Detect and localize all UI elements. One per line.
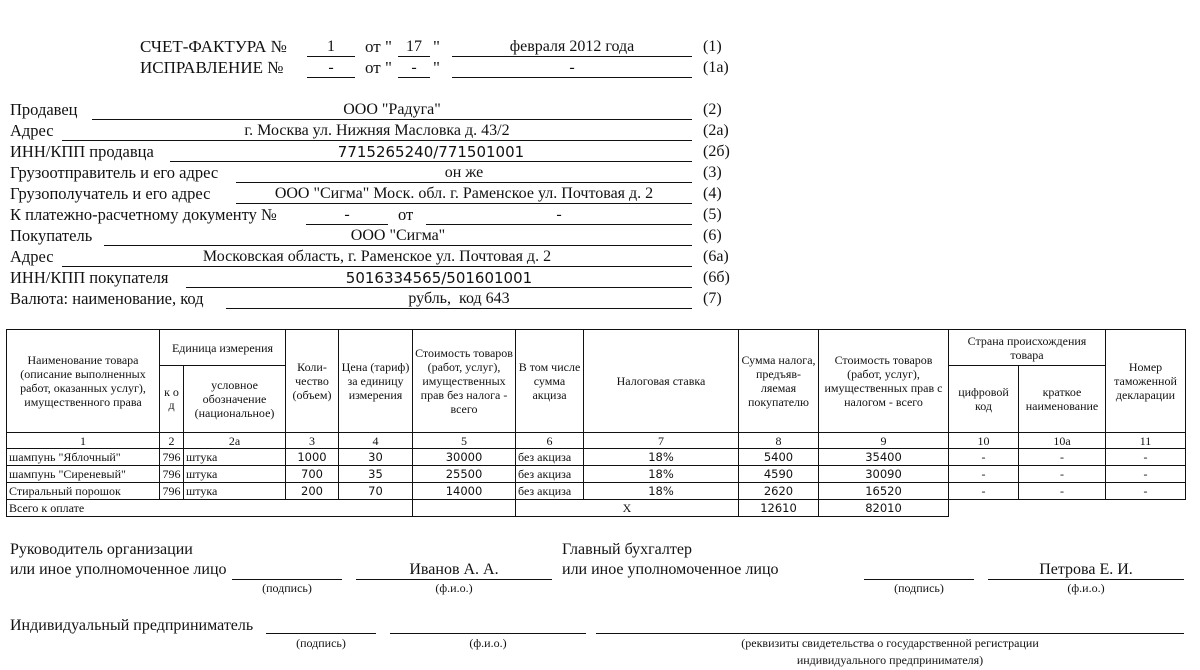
seller-inn-label: ИНН/КПП продавца	[10, 142, 154, 161]
col-number: 2а	[184, 433, 286, 449]
col-number: 8	[739, 433, 819, 449]
ie-sign-caption: (подпись)	[296, 636, 346, 650]
chief-signature-line	[864, 560, 974, 580]
code-2: (2)	[703, 101, 722, 118]
header-unit: Единица измерения	[160, 330, 286, 366]
ie-registration-caption-2: индивидуального предпринимателя)	[796, 653, 984, 667]
item-unit-name: штука	[184, 466, 286, 483]
seller-address-label: Адрес	[10, 121, 54, 140]
item-name: шампунь "Сиреневый"	[7, 466, 160, 483]
col-number: 4	[339, 433, 413, 449]
header-name: Наименование товара (описание выполненных работ, оказанных услуг), имущественного права	[7, 330, 160, 433]
item-customs: -	[1106, 449, 1186, 466]
head-label-line2: или иное уполномоченное лицо	[10, 561, 227, 578]
col-number: 10	[949, 433, 1019, 449]
item-tax-rate: 18%	[584, 449, 739, 466]
currency-value	[226, 289, 692, 309]
item-unit-name: штука	[184, 449, 286, 466]
correction-from-label: от "	[365, 58, 392, 77]
total-cost: 82010	[819, 500, 949, 517]
total-tax-sum: 12610	[739, 500, 819, 517]
header-qty: Коли-чество (объем)	[286, 330, 339, 433]
buyer-label: Покупатель	[10, 226, 93, 245]
chief-fio-caption: (ф.и.о.)	[1067, 581, 1105, 595]
total-label: Всего к оплате	[7, 500, 413, 517]
item-tax-sum: 2620	[739, 483, 819, 500]
total-row	[7, 500, 1186, 517]
code-7: (7)	[703, 290, 722, 307]
chief-label-line2: или иное уполномоченное лицо	[562, 561, 779, 578]
ie-label: Индивидуальный предприниматель	[10, 617, 254, 634]
buyer-inn-label: ИНН/КПП покупателя	[10, 268, 169, 287]
invoice-quote: "	[433, 37, 440, 56]
header-tax-rate: Налоговая ставка	[584, 330, 739, 433]
invoice-table	[6, 329, 1186, 517]
header-country-name: краткое наименование	[1019, 366, 1106, 433]
invoice-month-year: февраля 2012 года	[452, 37, 692, 57]
item-qty: 200	[286, 483, 339, 500]
item-price: 35	[339, 466, 413, 483]
item-qty: 1000	[286, 449, 339, 466]
seller-value: ООО "Радуга"	[92, 100, 692, 120]
column-numbers-row	[7, 433, 1186, 449]
col-number: 7	[584, 433, 739, 449]
item-excise: без акциза	[516, 449, 584, 466]
item-qty: 700	[286, 466, 339, 483]
item-cost-no-tax: 25500	[413, 466, 516, 483]
code-1a: (1а)	[703, 59, 729, 76]
item-tax-rate: 18%	[584, 483, 739, 500]
item-customs: -	[1106, 483, 1186, 500]
col-number: 1	[7, 433, 160, 449]
total-spacer	[1019, 500, 1106, 517]
item-cost-no-tax: 30000	[413, 449, 516, 466]
payment-doc-from-label: от	[398, 205, 414, 224]
correction-day: -	[398, 58, 430, 78]
chief-name: Петрова Е. И.	[988, 560, 1184, 580]
head-signature-line	[232, 560, 342, 580]
item-country-name: -	[1019, 449, 1106, 466]
header-unit-code: к о д	[160, 366, 184, 433]
code-6: (6)	[703, 227, 722, 244]
ie-fio-caption: (ф.и.о.)	[469, 636, 507, 650]
header-country-code: цифровой код	[949, 366, 1019, 433]
seller-inn-value: 7715265240/771501001	[170, 142, 692, 162]
item-cost-total: 35400	[819, 449, 949, 466]
col-number: 3	[286, 433, 339, 449]
code-2a: (2а)	[703, 122, 729, 139]
code-6a: (6а)	[703, 248, 729, 265]
total-x: X	[516, 500, 739, 517]
col-number: 5	[413, 433, 516, 449]
col-number: 9	[819, 433, 949, 449]
buyer-address-value: Московская область, г. Раменское ул. Почтовая д. 2	[62, 247, 692, 267]
invoice-number: 1	[307, 37, 355, 57]
item-cost-total: 30090	[819, 466, 949, 483]
ie-name-line	[390, 614, 586, 634]
item-country-code: -	[949, 483, 1019, 500]
code-1: (1)	[703, 38, 722, 55]
currency-label: Валюта: наименование, код	[10, 289, 204, 308]
consignee-value: ООО "Сигма" Моск. обл. г. Раменское ул. Почтовая д. 2	[236, 184, 692, 204]
code-3: (3)	[703, 164, 722, 181]
col-number: 10а	[1019, 433, 1106, 449]
item-cost-total: 16520	[819, 483, 949, 500]
item-unit-code: 796	[160, 483, 184, 500]
total-empty	[413, 500, 516, 517]
header-customs: Номер таможенной декларации	[1106, 330, 1186, 433]
head-sign-caption: (подпись)	[262, 581, 312, 595]
item-country-code: -	[949, 466, 1019, 483]
item-cost-no-tax: 14000	[413, 483, 516, 500]
header-price: Цена (тариф) за единицу измерения	[339, 330, 413, 433]
payment-doc-number: -	[306, 205, 388, 225]
item-tax-rate: 18%	[584, 466, 739, 483]
invoice-title-label: СЧЕТ-ФАКТУРА №	[140, 37, 287, 56]
payment-doc-date: -	[426, 205, 692, 225]
invoice-from-label: от "	[365, 37, 392, 56]
item-country-code: -	[949, 449, 1019, 466]
col-number: 6	[516, 433, 584, 449]
table-row	[7, 449, 1186, 466]
correction-label: ИСПРАВЛЕНИЕ №	[140, 58, 284, 77]
ie-signature-line	[266, 614, 376, 634]
item-country-name: -	[1019, 483, 1106, 500]
total-spacer	[949, 500, 1019, 517]
header-country: Страна происхождения товара	[949, 330, 1106, 366]
correction-month-year: -	[452, 58, 692, 78]
item-unit-code: 796	[160, 449, 184, 466]
table-row	[7, 483, 1186, 500]
item-name: шампунь "Яблочный"	[7, 449, 160, 466]
buyer-value: ООО "Сигма"	[104, 226, 692, 246]
item-tax-sum: 4590	[739, 466, 819, 483]
currency-value-text: рубль, код 643	[408, 290, 510, 307]
item-unit-name: штука	[184, 483, 286, 500]
shipper-value: он же	[236, 163, 692, 183]
code-5: (5)	[703, 206, 722, 223]
item-name: Стиральный порошок	[7, 483, 160, 500]
buyer-address-label: Адрес	[10, 247, 54, 266]
seller-label: Продавец	[10, 100, 78, 119]
code-2b: (2б)	[703, 143, 730, 160]
seller-address-value: г. Москва ул. Нижняя Масловка д. 43/2	[62, 121, 692, 141]
payment-doc-label: К платежно-расчетному документу №	[10, 205, 277, 224]
correction-number: -	[307, 58, 355, 78]
consignee-label: Грузополучатель и его адрес	[10, 184, 211, 203]
item-country-name: -	[1019, 466, 1106, 483]
item-customs: -	[1106, 466, 1186, 483]
item-tax-sum: 5400	[739, 449, 819, 466]
header-cost-total: Стоимость товаров (работ, услуг), имущественных прав с налогом - всего	[819, 330, 949, 433]
col-number: 11	[1106, 433, 1186, 449]
item-price: 70	[339, 483, 413, 500]
correction-quote: "	[433, 58, 440, 77]
header-unit-name: условное обозначение (национальное)	[184, 366, 286, 433]
code-4: (4)	[703, 185, 722, 202]
ie-registration-caption-1: (реквизиты свидетельства о государственной регистрации	[741, 636, 1039, 650]
head-label-line1: Руководитель организации	[10, 541, 193, 558]
header-tax-sum: Сумма налога, предъяв-ляемая покупателю	[739, 330, 819, 433]
col-number: 2	[160, 433, 184, 449]
table-row	[7, 466, 1186, 483]
invoice-day: 17	[398, 37, 430, 57]
chief-sign-caption: (подпись)	[894, 581, 944, 595]
head-fio-caption: (ф.и.о.)	[435, 581, 473, 595]
header-excise: В том числе сумма акциза	[516, 330, 584, 433]
code-6b: (6б)	[703, 269, 730, 286]
total-spacer	[1106, 500, 1186, 517]
item-excise: без акциза	[516, 466, 584, 483]
head-name: Иванов А. А.	[356, 560, 552, 580]
item-price: 30	[339, 449, 413, 466]
item-excise: без акциза	[516, 483, 584, 500]
shipper-label: Грузоотправитель и его адрес	[10, 163, 219, 182]
header-cost-no-tax: Стоимость товаров (работ, услуг), имущественных прав без налога - всего	[413, 330, 516, 433]
chief-label-line1: Главный бухгалтер	[562, 541, 692, 558]
ie-registration-line	[596, 614, 1184, 634]
item-unit-code: 796	[160, 466, 184, 483]
buyer-inn-value: 5016334565/501601001	[186, 268, 692, 288]
